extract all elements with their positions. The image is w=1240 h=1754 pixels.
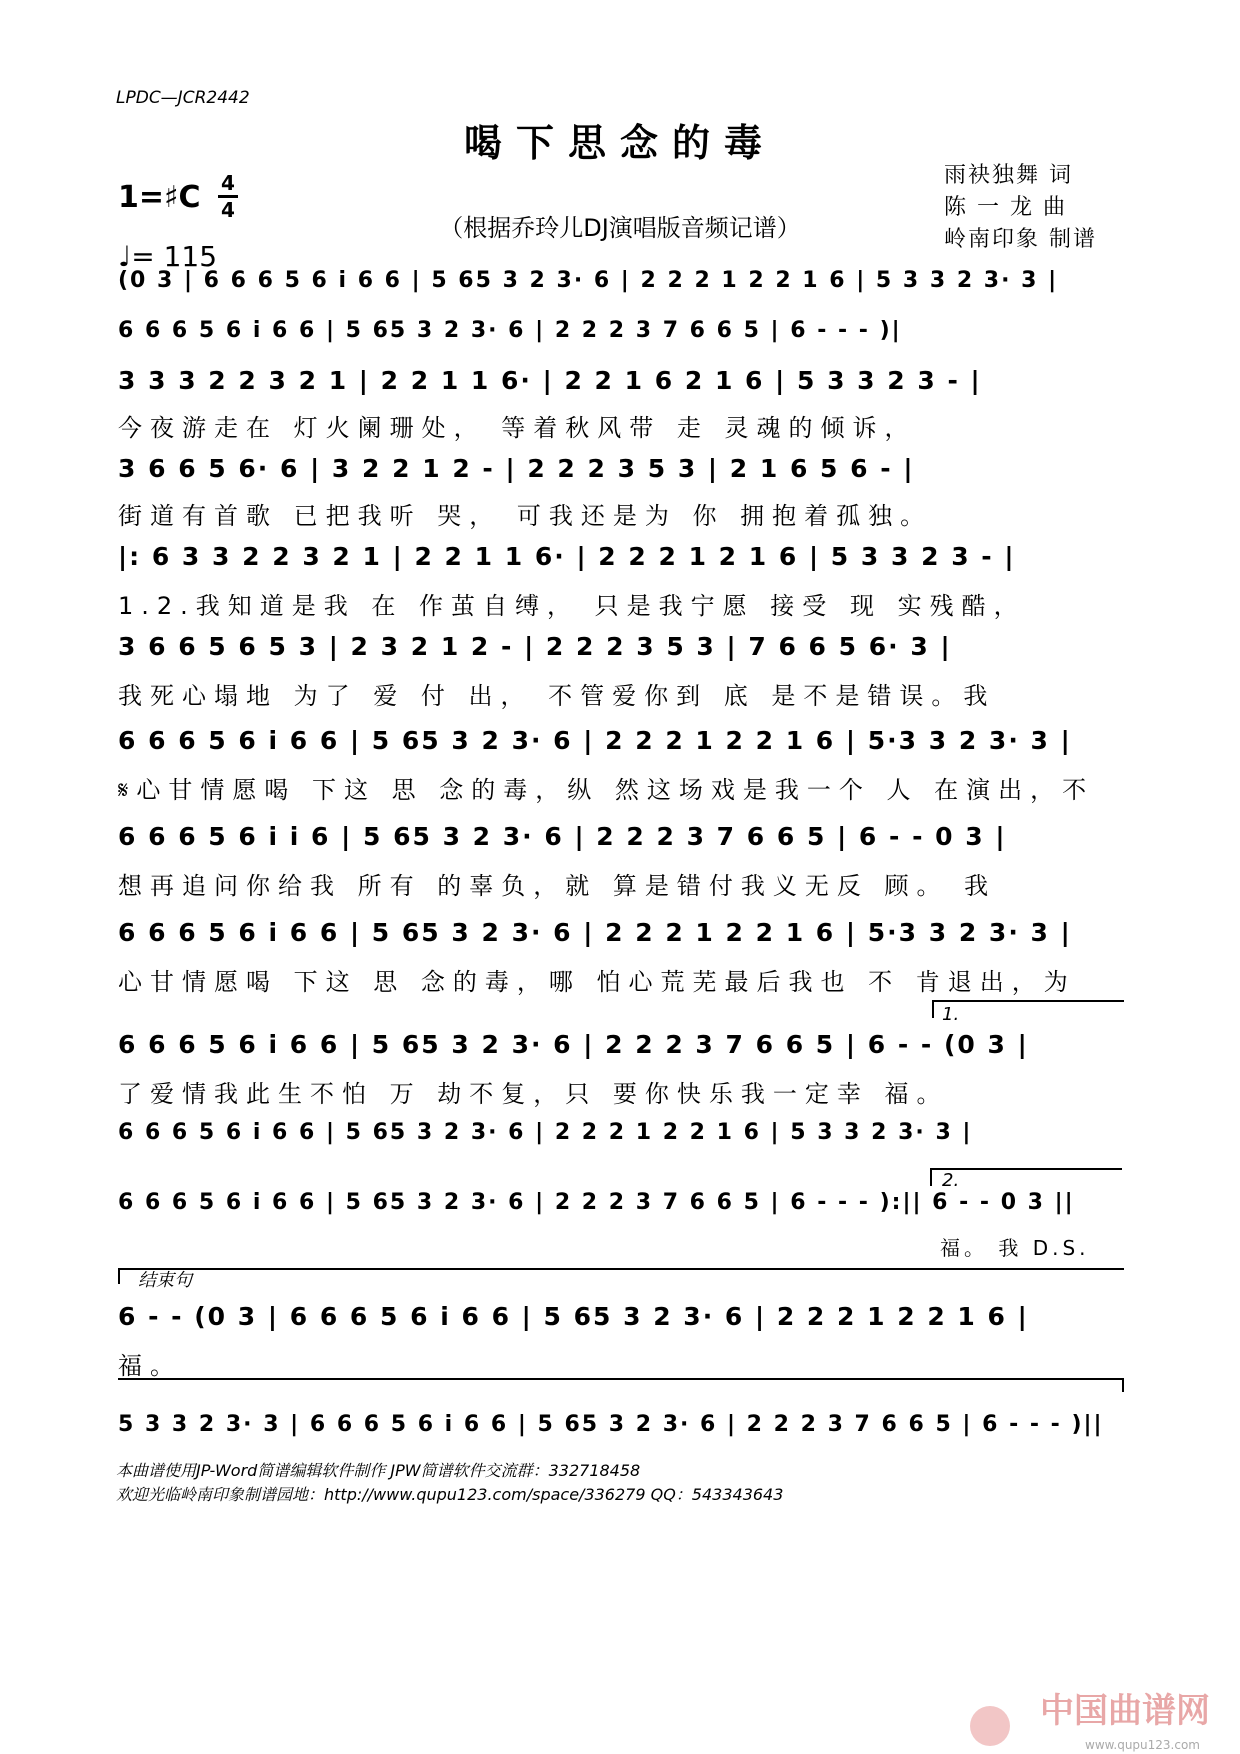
ending-bracket: [118, 1268, 1124, 1284]
footer-line-2: 欢迎光临岭南印象制谱园地：http://www.qupu123.com/space/336279 QQ：543343643: [116, 1485, 784, 1504]
lyrics-line-10: 了爱情我此生不怕 万 劫不复，只 要你快乐我一定幸 福。: [118, 1080, 949, 1108]
score-system-3: 3 3 3 2 2 3 2 1 | 2 2 1 1 6· | 2 2 1 6 2 1 6 | 5 3 3 2 3 - |: [118, 366, 982, 395]
lyrics-line-3: 今夜游走在 灯火阑珊处， 等着秋风带 走 灵魂的倾诉，: [118, 414, 917, 442]
score-code: LPDC—JCR2442: [116, 88, 250, 108]
time-top: 4: [221, 171, 235, 195]
score-system-7: 6 6 6 5 6 i 6 6 | 5 65 3 2 3· 6 | 2 2 2 1 2 2 1 6 | 5·3 3 2 3· 3 |: [118, 726, 1072, 755]
footer-line-1: 本曲谱使用JP-Word简谱编辑软件制作 JPW简谱软件交流群：332718458: [116, 1461, 641, 1480]
lyrics-line-13: 福。: [118, 1352, 182, 1380]
lyrics-line-8: 想再追问你给我 所有 的辜负，就 算是错付我义无反 顾。 我: [118, 872, 997, 900]
score-system-1: (0 3 | 6 6 6 5 6 i 6 6 | 5 65 3 2 3· 6 | 2 2 2 1 2 2 1 6 | 5 3 3 2 3· 3 |: [118, 268, 1059, 293]
score-system-8: 6 6 6 5 6 i i 6 | 5 65 3 2 3· 6 | 2 2 2 3 7 6 6 5 | 6 - - 0 3 |: [118, 822, 1007, 851]
page-title: 喝下思念的毒: [463, 120, 776, 165]
score-system-4: 3 6 6 5 6· 6 | 3 2 2 1 2 - | 2 2 2 3 5 3 | 2 1 6 5 6 - |: [118, 454, 915, 483]
watermark-logo-icon: [970, 1706, 1010, 1746]
ending-bracket-2: [118, 1378, 1124, 1392]
lyricist-credit: 雨袂独舞 词: [944, 163, 1073, 188]
lyrics-line-6: 我死心塌地 为了 爱 付 出， 不管爱你到 底 是不是错误。我: [118, 682, 996, 710]
time-bottom: 4: [221, 198, 235, 222]
lyrics-line-9: 心甘情愿喝 下这 思 念的毒，哪 怕心荒芜最后我也 不 肯退出，为: [118, 968, 1076, 996]
score-system-12: 6 6 6 5 6 i 6 6 | 5 65 3 2 3· 6 | 2 2 2 3 7 6 6 5 | 6 - - - ):|| 6 - - 0 3 ||: [118, 1190, 1075, 1215]
score-system-10: 6 6 6 5 6 i 6 6 | 5 65 3 2 3· 6 | 2 2 2 3 7 6 6 5 | 6 - - (0 3 |: [118, 1030, 1029, 1059]
composer-credit: 陈 一 龙 曲: [944, 195, 1067, 220]
lyrics-line-5: 1.2.我知道是我 在 作茧自缚， 只是我宁愿 接受 现 实残酷，: [118, 592, 1026, 620]
volta-1-label: 1.: [942, 1004, 960, 1025]
score-system-13: 6 - - (0 3 | 6 6 6 5 6 i 6 6 | 5 65 3 2 3· 6 | 2 2 2 1 2 2 1 6 |: [118, 1302, 1029, 1331]
score-system-9: 6 6 6 5 6 i 6 6 | 5 65 3 2 3· 6 | 2 2 2 1 2 2 1 6 | 5·3 3 2 3· 3 |: [118, 918, 1072, 947]
score-system-11: 6 6 6 5 6 i 6 6 | 5 65 3 2 3· 6 | 2 2 2 1 2 2 1 6 | 5 3 3 2 3· 3 |: [118, 1120, 973, 1145]
ending-label: 结束句: [138, 1270, 192, 1291]
lyrics-line-7: 𝄋心甘情愿喝 下这 思 念的毒，纵 然这场戏是我一个 人 在演出，不: [118, 776, 1095, 804]
lyrics-line-4: 街道有首歌 已把我听 哭， 可我还是为 你 拥抱着孤独。: [118, 502, 933, 530]
watermark-url: www.qupu123.com: [1085, 1738, 1200, 1752]
lyrics-line-12: 福。 我 D.S.: [940, 1236, 1090, 1260]
volta-2-label: 2.: [942, 1170, 960, 1191]
arranger-credit: 岭南印象 制谱: [944, 227, 1097, 252]
score-system-5: |: 6 3 3 2 2 3 2 1 | 2 2 1 1 6· | 2 2 2 1 2 1 6 | 5 3 3 2 3 - |: [118, 542, 1016, 571]
subtitle: （根据乔玲儿DJ演唱版音频记谱）: [439, 214, 801, 242]
watermark-brand: 中国曲谱网: [1040, 1691, 1210, 1731]
score-system-2: 6 6 6 5 6 i 6 6 | 5 65 3 2 3· 6 | 2 2 2 3 7 6 6 5 | 6 - - - )|: [118, 318, 902, 343]
score-system-14: 5 3 3 2 3· 3 | 6 6 6 5 6 i 6 6 | 5 65 3 2 3· 6 | 2 2 2 3 7 6 6 5 | 6 - - - )||: [118, 1412, 1104, 1437]
volta-1-bracket: [932, 1000, 1124, 1018]
score-system-6: 3 6 6 5 6 5 3 | 2 3 2 1 2 - | 2 2 2 3 5 3 | 7 6 6 5 6· 3 |: [118, 632, 952, 661]
tempo-marking: ♩= 115: [118, 240, 218, 273]
key-signature: 1=♯C: [118, 180, 201, 215]
